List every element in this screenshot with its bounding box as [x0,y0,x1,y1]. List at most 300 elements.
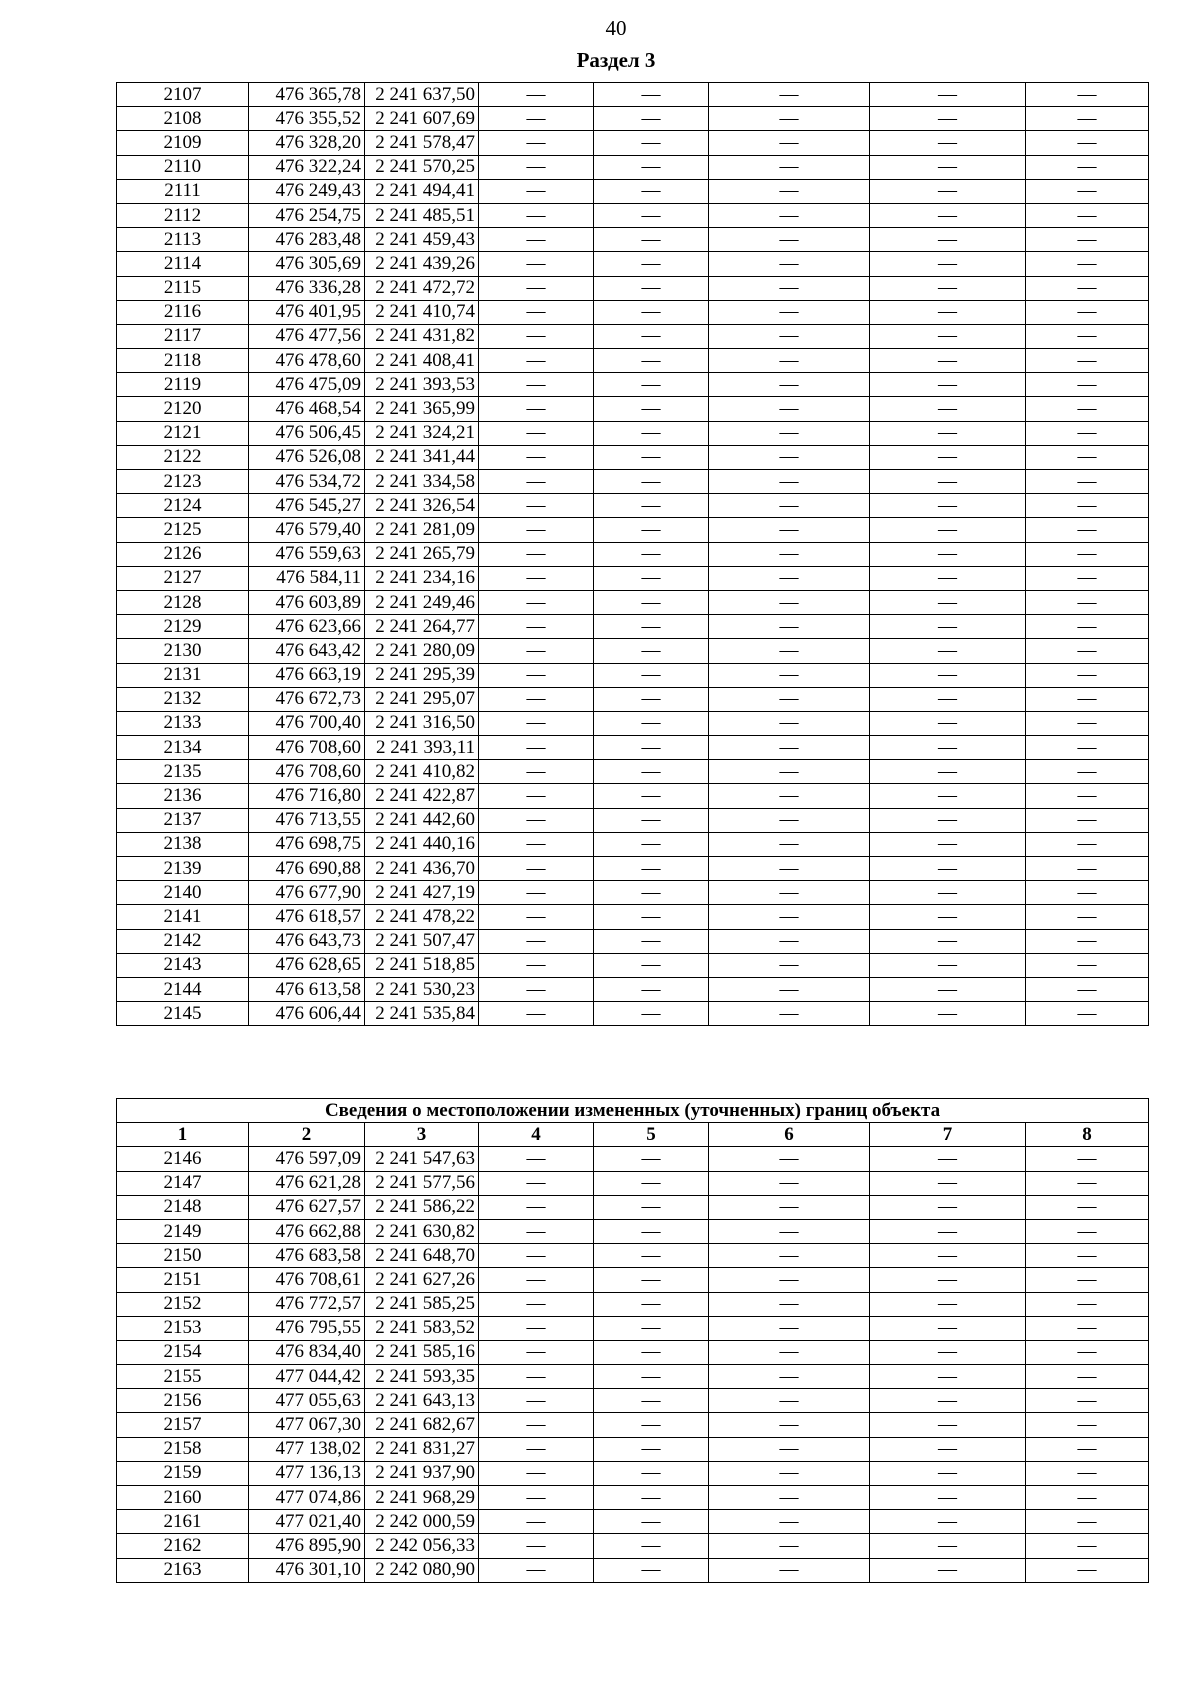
empty-value-cell [1026,203,1149,227]
y-coordinate-cell: 2 241 316,50 [365,711,479,735]
empty-value-cell [479,300,594,324]
dash-mark: — [938,1389,957,1411]
empty-value-cell [1026,421,1149,445]
dash-mark: — [938,470,957,492]
empty-value-cell [709,494,870,518]
point-number-cell: 2155 [117,1365,249,1389]
empty-value-cell [1026,1413,1149,1437]
dash-mark: — [1077,470,1097,492]
dash-mark: — [1077,1147,1097,1169]
dash-mark: — [641,1559,661,1581]
empty-value-cell [594,300,709,324]
point-number-cell: 2138 [117,832,249,856]
point-number-cell: 2107 [117,83,249,107]
dash-mark: — [641,1220,661,1242]
empty-value-cell [709,1002,870,1026]
y-coordinate-cell: 2 241 478,22 [365,905,479,929]
empty-value-cell [594,131,709,155]
empty-value-cell [1026,1534,1149,1558]
y-coordinate-cell: 2 241 530,23 [365,977,479,1001]
empty-value-cell [479,1534,594,1558]
table-row [117,228,1149,252]
table-row [117,1389,1149,1413]
empty-value-cell [479,711,594,735]
dash-mark: — [779,277,799,299]
empty-value-cell [594,1268,709,1292]
dash-mark: — [779,373,799,395]
x-coordinate-cell: 476 672,73 [249,687,365,711]
x-coordinate-cell: 476 713,55 [249,808,365,832]
dash-mark: — [526,470,546,492]
empty-value-cell [479,1340,594,1364]
table-row [117,1316,1149,1340]
dash-mark: — [526,180,546,202]
empty-value-cell [1026,1268,1149,1292]
dash-mark: — [779,615,799,637]
y-coordinate-cell: 2 242 000,59 [365,1510,479,1534]
dash-mark: — [526,446,546,468]
empty-value-cell [594,881,709,905]
empty-value-cell [479,663,594,687]
dash-mark: — [641,1534,661,1556]
empty-value-cell [870,1437,1026,1461]
x-coordinate-cell: 476 355,52 [249,107,365,131]
empty-value-cell [479,760,594,784]
point-number-cell: 2117 [117,324,249,348]
empty-value-cell [1026,929,1149,953]
empty-value-cell [479,687,594,711]
empty-value-cell [594,1171,709,1195]
empty-value-cell [594,1486,709,1510]
dash-mark: — [641,978,661,1000]
x-coordinate-cell: 476 475,09 [249,373,365,397]
dash-mark: — [641,954,661,976]
y-coordinate-cell: 2 241 518,85 [365,953,479,977]
empty-value-cell [709,929,870,953]
empty-value-cell [870,1219,1026,1243]
dash-mark: — [1077,156,1097,178]
y-coordinate-cell: 2 241 472,72 [365,276,479,300]
empty-value-cell [709,397,870,421]
dash-mark: — [526,277,546,299]
empty-value-cell [709,711,870,735]
coordinates-table-2 [116,1098,1149,1583]
empty-value-cell [709,857,870,881]
x-coordinate-cell: 476 698,75 [249,832,365,856]
empty-value-cell [870,736,1026,760]
empty-value-cell [870,760,1026,784]
empty-value-cell [1026,857,1149,881]
empty-value-cell [709,1437,870,1461]
empty-value-cell [594,953,709,977]
dash-mark: — [1077,1510,1097,1532]
dash-mark: — [779,131,799,153]
empty-value-cell [594,1437,709,1461]
point-number-cell: 2118 [117,349,249,373]
x-coordinate-cell: 476 627,57 [249,1195,365,1219]
table-row [117,1195,1149,1219]
table-row [117,542,1149,566]
y-coordinate-cell: 2 241 682,67 [365,1413,479,1437]
dash-mark: — [641,591,661,613]
dash-mark: — [938,809,957,831]
dash-mark: — [938,518,957,540]
empty-value-cell [870,663,1026,687]
empty-value-cell [1026,1292,1149,1316]
table-row [117,953,1149,977]
table-row [117,276,1149,300]
empty-value-cell [1026,590,1149,614]
empty-value-cell [594,784,709,808]
empty-value-cell [594,639,709,663]
dash-mark: — [938,954,957,976]
empty-value-cell [1026,397,1149,421]
dash-mark: — [1077,1414,1097,1436]
dash-mark: — [1077,688,1097,710]
x-coordinate-cell: 476 683,58 [249,1244,365,1268]
empty-value-cell [1026,832,1149,856]
dash-mark: — [641,1244,661,1266]
y-coordinate-cell: 2 241 648,70 [365,1244,479,1268]
empty-value-cell [479,1147,594,1171]
dash-mark: — [526,1147,546,1169]
table-row [117,131,1149,155]
empty-value-cell [709,1171,870,1195]
dash-mark: — [938,1147,957,1169]
x-coordinate-cell: 476 795,55 [249,1316,365,1340]
x-coordinate-cell: 476 708,61 [249,1268,365,1292]
dash-mark: — [641,833,661,855]
dash-mark: — [779,785,799,807]
table-row [117,784,1149,808]
table-row [117,929,1149,953]
y-coordinate-cell: 2 241 281,09 [365,518,479,542]
empty-value-cell [709,639,870,663]
dash-mark: — [938,664,957,686]
point-number-cell: 2143 [117,953,249,977]
empty-value-cell [870,1171,1026,1195]
empty-value-cell [709,445,870,469]
empty-value-cell [870,1534,1026,1558]
point-number-cell: 2111 [117,179,249,203]
dash-mark: — [526,1389,546,1411]
dash-mark: — [938,760,957,782]
dash-mark: — [641,905,661,927]
empty-value-cell [1026,615,1149,639]
table-row [117,1534,1149,1558]
y-coordinate-cell: 2 241 485,51 [365,203,479,227]
dash-mark: — [641,204,661,226]
dash-mark: — [1077,785,1097,807]
empty-value-cell [479,349,594,373]
dash-mark: — [641,857,661,879]
dash-mark: — [779,688,799,710]
dash-mark: — [1077,1317,1097,1339]
dash-mark: — [779,1341,799,1363]
empty-value-cell [1026,1002,1149,1026]
empty-value-cell [594,470,709,494]
dash-mark: — [779,180,799,202]
point-number-cell: 2135 [117,760,249,784]
dash-mark: — [526,954,546,976]
empty-value-cell [1026,784,1149,808]
dash-mark: — [526,518,546,540]
empty-value-cell [870,324,1026,348]
dash-mark: — [1077,349,1097,371]
point-number-cell: 2114 [117,252,249,276]
empty-value-cell [479,929,594,953]
point-number-cell: 2121 [117,421,249,445]
coordinates-table-1 [116,82,1149,1026]
column-header: 5 [594,1123,709,1147]
dash-mark: — [641,422,661,444]
empty-value-cell [709,83,870,107]
empty-value-cell [594,808,709,832]
y-coordinate-cell: 2 241 365,99 [365,397,479,421]
empty-value-cell [479,1413,594,1437]
y-coordinate-cell: 2 241 427,19 [365,881,479,905]
empty-value-cell [594,977,709,1001]
dash-mark: — [1077,1172,1097,1194]
empty-value-cell [1026,977,1149,1001]
point-number-cell: 2145 [117,1002,249,1026]
y-coordinate-cell: 2 241 439,26 [365,252,479,276]
x-coordinate-cell: 476 283,48 [249,228,365,252]
dash-mark: — [938,446,957,468]
point-number-cell: 2133 [117,711,249,735]
dash-mark: — [938,1486,957,1508]
dash-mark: — [938,1438,957,1460]
dash-mark: — [1077,1002,1097,1024]
x-coordinate-cell: 476 477,56 [249,324,365,348]
point-number-cell: 2148 [117,1195,249,1219]
dash-mark: — [1077,567,1097,589]
table-row [117,1510,1149,1534]
point-number-cell: 2141 [117,905,249,929]
x-coordinate-cell: 477 136,13 [249,1461,365,1485]
dash-mark: — [1077,1244,1097,1266]
empty-value-cell [709,1219,870,1243]
empty-value-cell [479,1486,594,1510]
dash-mark: — [938,398,957,420]
empty-value-cell [709,760,870,784]
dash-mark: — [938,688,957,710]
empty-value-cell [1026,953,1149,977]
dash-mark: — [1077,518,1097,540]
dash-mark: — [779,252,799,274]
empty-value-cell [1026,107,1149,131]
table-row [117,155,1149,179]
table-row [117,373,1149,397]
y-coordinate-cell: 2 241 578,47 [365,131,479,155]
dash-mark: — [526,1244,546,1266]
dash-mark: — [641,930,661,952]
table-row [117,179,1149,203]
dash-mark: — [779,156,799,178]
dash-mark: — [641,398,661,420]
dash-mark: — [938,1172,957,1194]
dash-mark: — [938,204,957,226]
table-row [117,252,1149,276]
dash-mark: — [526,785,546,807]
empty-value-cell [1026,566,1149,590]
y-coordinate-cell: 2 241 334,58 [365,470,479,494]
dash-mark: — [641,1414,661,1436]
table-row [117,663,1149,687]
empty-value-cell [870,494,1026,518]
dash-mark: — [938,1462,957,1484]
dash-mark: — [1077,494,1097,516]
dash-mark: — [526,1220,546,1242]
dash-mark: — [938,1002,957,1024]
empty-value-cell [594,711,709,735]
empty-value-cell [594,203,709,227]
x-coordinate-cell: 476 597,09 [249,1147,365,1171]
empty-value-cell [1026,1389,1149,1413]
empty-value-cell [479,83,594,107]
point-number-cell: 2128 [117,590,249,614]
dash-mark: — [779,1559,799,1581]
empty-value-cell [479,1268,594,1292]
dash-mark: — [641,107,661,129]
empty-value-cell [870,470,1026,494]
dash-mark: — [641,543,661,565]
empty-value-cell [1026,1219,1149,1243]
table-row [117,977,1149,1001]
empty-value-cell [870,1413,1026,1437]
x-coordinate-cell: 476 545,27 [249,494,365,518]
table-row [117,566,1149,590]
y-coordinate-cell: 2 241 410,74 [365,300,479,324]
y-coordinate-cell: 2 241 643,13 [365,1389,479,1413]
empty-value-cell [479,252,594,276]
empty-value-cell [594,590,709,614]
x-coordinate-cell: 476 328,20 [249,131,365,155]
x-coordinate-cell: 476 700,40 [249,711,365,735]
dash-mark: — [938,349,957,371]
table-title: Сведения о местоположении измененных (уточненных) границ объекта [117,1099,1149,1123]
empty-value-cell [594,83,709,107]
dash-mark: — [938,422,957,444]
dash-mark: — [938,905,957,927]
dash-mark: — [779,1510,799,1532]
dash-mark: — [938,83,957,105]
dash-mark: — [938,857,957,879]
empty-value-cell [1026,1147,1149,1171]
column-header: 6 [709,1123,870,1147]
empty-value-cell [479,228,594,252]
dash-mark: — [1077,857,1097,879]
empty-value-cell [709,1510,870,1534]
point-number-cell: 2159 [117,1461,249,1485]
empty-value-cell [1026,373,1149,397]
empty-value-cell [479,1171,594,1195]
dash-mark: — [641,1341,661,1363]
empty-value-cell [709,1292,870,1316]
dash-mark: — [526,905,546,927]
dash-mark: — [641,518,661,540]
empty-value-cell [594,1244,709,1268]
empty-value-cell [594,228,709,252]
dash-mark: — [1077,543,1097,565]
empty-value-cell [594,760,709,784]
empty-value-cell [594,832,709,856]
point-number-cell: 2142 [117,929,249,953]
table-row [117,808,1149,832]
empty-value-cell [594,1316,709,1340]
empty-value-cell [594,421,709,445]
dash-mark: — [641,1438,661,1460]
dash-mark: — [938,180,957,202]
dash-mark: — [779,107,799,129]
empty-value-cell [1026,155,1149,179]
empty-value-cell [1026,1486,1149,1510]
y-coordinate-cell: 2 241 535,84 [365,1002,479,1026]
empty-value-cell [1026,1461,1149,1485]
y-coordinate-cell: 2 241 326,54 [365,494,479,518]
empty-value-cell [594,566,709,590]
empty-value-cell [479,1461,594,1485]
empty-value-cell [479,107,594,131]
dash-mark: — [1077,809,1097,831]
empty-value-cell [479,566,594,590]
page-number: 40 [605,16,627,40]
table-row [117,881,1149,905]
x-coordinate-cell: 476 468,54 [249,397,365,421]
y-coordinate-cell: 2 241 440,16 [365,832,479,856]
empty-value-cell [709,421,870,445]
y-coordinate-cell: 2 241 507,47 [365,929,479,953]
dash-mark: — [641,809,661,831]
dash-mark: — [526,736,546,758]
dash-mark: — [641,1317,661,1339]
empty-value-cell [594,373,709,397]
point-number-cell: 2119 [117,373,249,397]
point-number-cell: 2130 [117,639,249,663]
dash-mark: — [526,1365,546,1387]
empty-value-cell [709,736,870,760]
x-coordinate-cell: 477 021,40 [249,1510,365,1534]
empty-value-cell [594,857,709,881]
empty-value-cell [709,566,870,590]
empty-value-cell [709,590,870,614]
point-number-cell: 2132 [117,687,249,711]
y-coordinate-cell: 2 241 436,70 [365,857,479,881]
dash-mark: — [938,567,957,589]
dash-mark: — [1077,422,1097,444]
empty-value-cell [479,590,594,614]
y-coordinate-cell: 2 241 637,50 [365,83,479,107]
empty-value-cell [594,324,709,348]
dash-mark: — [779,1414,799,1436]
dash-mark: — [938,373,957,395]
point-number-cell: 2108 [117,107,249,131]
dash-mark: — [779,833,799,855]
table-row [117,1461,1149,1485]
column-header: 4 [479,1123,594,1147]
empty-value-cell [594,445,709,469]
dash-mark: — [526,156,546,178]
dash-mark: — [526,1268,546,1290]
dash-mark: — [779,1147,799,1169]
dash-mark: — [526,1196,546,1218]
empty-value-cell [594,1413,709,1437]
x-coordinate-cell: 476 895,90 [249,1534,365,1558]
dash-mark: — [1077,131,1097,153]
point-number-cell: 2122 [117,445,249,469]
dash-mark: — [526,1534,546,1556]
dash-mark: — [779,760,799,782]
